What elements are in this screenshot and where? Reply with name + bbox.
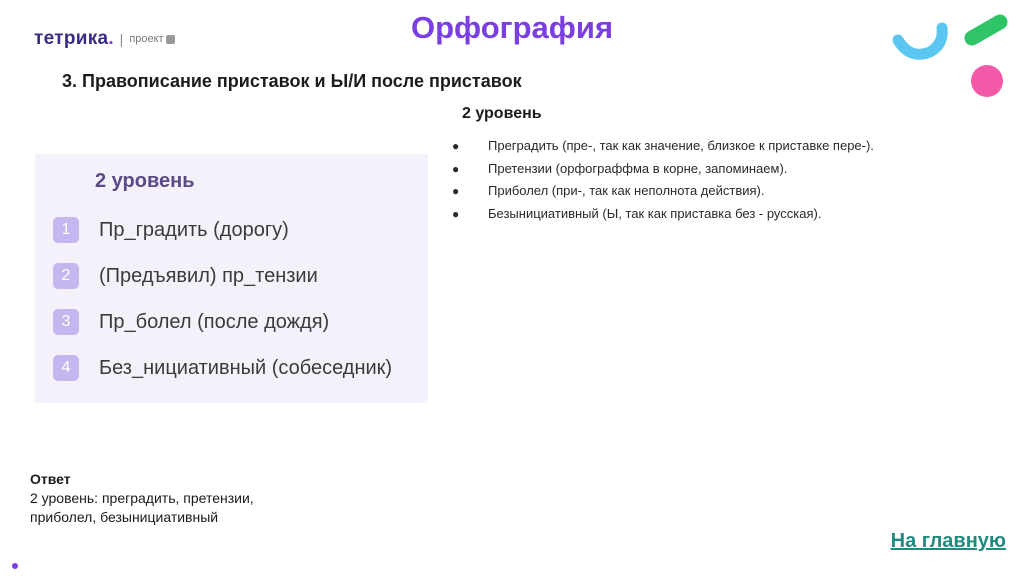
bullet-icon: ● (452, 139, 460, 153)
logo-text: тетрика (34, 28, 109, 49)
task-item (53, 262, 318, 290)
corner-dot (12, 563, 18, 569)
list-item (452, 135, 874, 158)
list-item (452, 158, 874, 181)
list-item (452, 180, 874, 203)
list-item-text: Безынициативный (Ы, так как приставка без - русская). (488, 205, 822, 221)
level-heading: 2 уровень (462, 105, 542, 122)
logo-separator: | (119, 31, 124, 47)
blue-swoosh-icon (898, 28, 942, 54)
logo-subtext: проект (129, 33, 164, 45)
answer-block (30, 470, 254, 527)
list-item-text: Преградить (пре-, так как значение, близкое к приставке пере-). (488, 138, 874, 153)
answer-line: 2 уровень: преградить, претензии, (30, 490, 254, 506)
task-item-text: Пр_болел (после дождя) (99, 310, 330, 333)
bullet-icon: ● (452, 161, 460, 176)
list-item-text: Приболел (при-, так как неполнота действия). (488, 183, 765, 198)
page-title: Орфография (410, 10, 614, 45)
answer-line: приболел, безынициативный (30, 509, 219, 525)
bullet-icon: ● (452, 206, 460, 221)
list-item (452, 203, 874, 226)
decorative-shapes (880, 0, 1024, 110)
task-item-text: Без_нициативный (собеседник) (99, 356, 393, 379)
pink-circle-icon (971, 65, 1003, 97)
bullet-icon: ● (452, 184, 460, 198)
logo-dot: . (108, 28, 114, 49)
task-item (53, 216, 289, 244)
item-number-badge: 2 (53, 263, 79, 289)
list-item-text: Претензии (орфограффма в корне, запоминаем). (488, 160, 788, 176)
task-card-title: 2 уровень (95, 170, 195, 192)
task-item (53, 308, 329, 336)
item-number-badge: 3 (53, 309, 79, 335)
item-number-badge: 4 (53, 355, 79, 381)
section-subtitle: 3. Правописание приставок и Ы/И после приставок (62, 71, 522, 91)
item-number-badge: 1 (53, 217, 79, 243)
task-item-text: (Предъявил) пр_тензии (99, 264, 318, 287)
task-item (53, 354, 392, 382)
green-pill-icon (972, 22, 1000, 38)
home-link[interactable]: На главную (890, 530, 1006, 552)
explanation-list (452, 135, 874, 225)
task-item-text: Пр_градить (дорогу) (99, 218, 289, 241)
answer-heading: Ответ (30, 471, 71, 487)
